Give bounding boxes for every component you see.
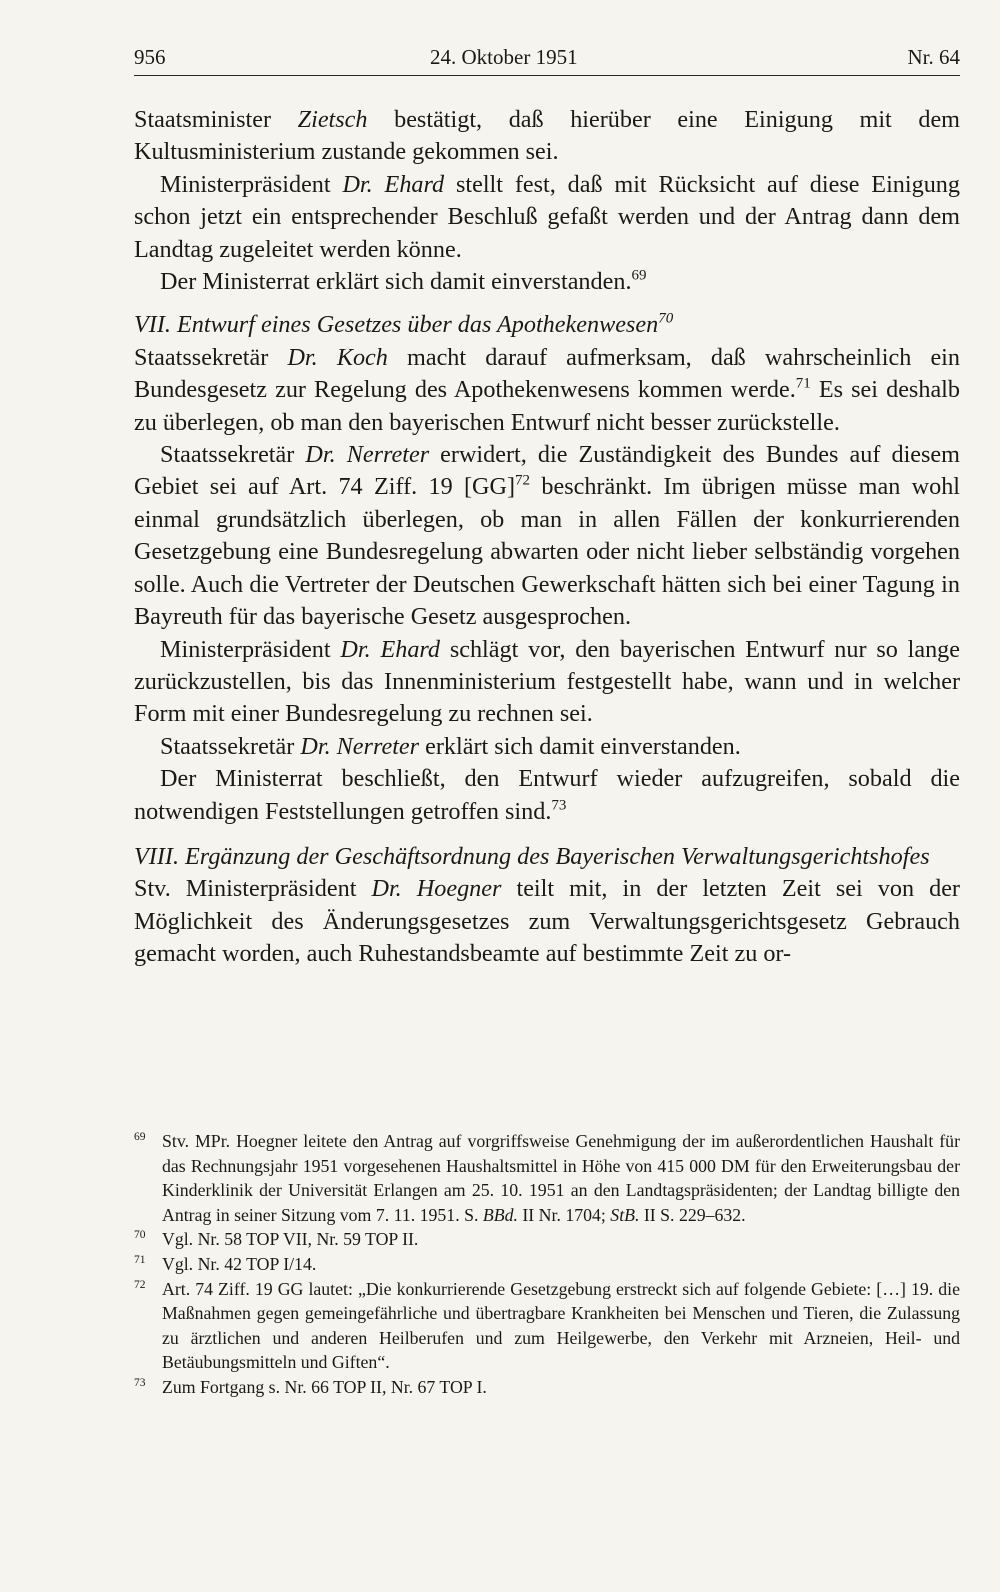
footnote-72 bbox=[134, 1277, 960, 1375]
speaker-name: Zietsch bbox=[297, 106, 368, 133]
speaker-name: Dr. Nerreter bbox=[300, 732, 420, 760]
footnote-ref: 69 bbox=[631, 267, 647, 284]
text-run: beschränkt. Im übrigen müsse man wohl einmal grundsätzlich überlegen, ob man in allen Fällen der konkurrierenden Gesetzgebung eine Bundesregelung abwarten oder nicht lieber selbständig vorgehen solle. Auch die Vertreter der Deutschen Gewerkschaft hätten sich bei einer Tagung in Bayreuth für das bayerische Gesetz ausgesprochen. bbox=[134, 473, 961, 631]
heading-text: VII. Entwurf eines Gesetzes über das Apothekenwesen bbox=[134, 311, 659, 339]
header-issue-number: Nr. 64 bbox=[907, 45, 960, 69]
text-run: Stv. MPr. Hoegner leitete den Antrag auf vorgriffsweise Genehmigung der im außerordentlichen Haushalt für das Rechnungsjahr 1951 vorgesehenen Haushaltsmittel in Höhe von 415 000 DM für den Erweiterungsbau der Kinderklinik der Universität Erlangen am 25. 10. 1951 an den Landtagspräsidenten; der Landtag billigte den Antrag in seiner Sitzung vom 7. 11. 1951. S. bbox=[162, 1131, 960, 1225]
footnote-number: 69 bbox=[134, 1131, 146, 1143]
footnote-text: Vgl. Nr. 58 TOP VII, Nr. 59 TOP II. bbox=[162, 1229, 419, 1250]
footnote-number: 71 bbox=[134, 1253, 146, 1266]
header-date: 24. Oktober 1951 bbox=[430, 45, 578, 69]
speaker-name: Dr. Ehard bbox=[342, 170, 445, 198]
footnote-number: 70 bbox=[134, 1229, 146, 1242]
speaker-name: Dr. Ehard bbox=[340, 635, 441, 663]
page-number: 956 bbox=[134, 45, 166, 69]
footnote-text: Zum Fortgang s. Nr. 66 TOP II, Nr. 67 TOP I. bbox=[162, 1376, 487, 1397]
text-run: II Nr. 1704; bbox=[517, 1204, 611, 1225]
footnote-73 bbox=[134, 1375, 960, 1400]
text-run: Staatssekretär bbox=[134, 343, 288, 371]
text-run: erwidert, die Zuständigkeit des Bundes auf diesem Gebiet sei auf Art. 74 Ziff. 19 [GG] bbox=[134, 441, 960, 501]
footnote-ref: 70 bbox=[658, 311, 674, 328]
text-run: Der Ministerrat erklärt sich damit einverstanden. bbox=[160, 268, 632, 296]
paragraph bbox=[134, 342, 960, 439]
footnote-ref: 72 bbox=[515, 473, 531, 490]
footnote-70 bbox=[134, 1227, 960, 1252]
footnote-69 bbox=[134, 1129, 960, 1227]
header-rule bbox=[134, 75, 960, 76]
text-run: teilt mit, in der letzten Zeit sei von der Möglichkeit des Änderungsgesetzes zum Verwaltungsgerichtsgesetz Gebrauch gemacht worden, auch Ruhestandsbeamte auf bestimmte Zeit zu or- bbox=[134, 875, 960, 968]
paragraph bbox=[134, 266, 960, 298]
footnote-71 bbox=[134, 1252, 960, 1277]
section-heading-vii bbox=[134, 309, 960, 341]
paragraph bbox=[134, 634, 960, 731]
paragraph bbox=[134, 439, 960, 633]
text-run: Ministerpräsident bbox=[160, 635, 341, 663]
main-text bbox=[134, 104, 960, 971]
footnote-number: 72 bbox=[134, 1278, 146, 1291]
footnote-text: Art. 74 Ziff. 19 GG lautet: „Die konkurrierende Gesetzgebung erstreckt sich auf folgende Gebiete: […] 19. die Maßnahmen gegen gemeingefährliche und übertragbare Krankheiten bei Menschen und Tieren, die Zulassung zu ärztlichen und anderen Heilberufen und zum Heilgewerbe, den Verkehr mit Arzneien, Heil- und Betäubungsmitteln und Giften“. bbox=[162, 1278, 960, 1373]
heading-text: VIII. Ergänzung der Geschäftsordnung des Bayerischen Verwaltungsgerichtshofes bbox=[134, 842, 930, 870]
text-run: Stv. Ministerpräsident bbox=[134, 875, 372, 903]
speaker-name: Dr. Hoegner bbox=[371, 875, 502, 903]
text-run: Ministerpräsident bbox=[160, 170, 343, 198]
text-run: Es sei deshalb zu überlegen, ob man den bayerischen Entwurf nicht besser zurückstelle. bbox=[134, 376, 960, 436]
paragraph bbox=[134, 169, 960, 266]
source-abbrev: BBd. bbox=[482, 1204, 518, 1225]
paragraph bbox=[134, 873, 960, 970]
paragraph bbox=[134, 763, 960, 828]
paragraph bbox=[134, 731, 960, 763]
footnote-ref: 73 bbox=[551, 797, 567, 814]
source-abbrev: StB. bbox=[610, 1204, 640, 1225]
footnote-text bbox=[162, 1129, 960, 1227]
text-run: II S. 229–632. bbox=[639, 1204, 746, 1225]
speaker-name: Dr. Nerreter bbox=[305, 441, 430, 469]
text-run: stellt fest, daß mit Rücksicht auf diese Einigung schon jetzt ein entsprechender Beschluß gefaßt werden und der Antrag dann dem Landtag zugeleitet werden könne. bbox=[134, 170, 960, 263]
text-run: Staatssekretär bbox=[160, 441, 306, 469]
text-run: erklärt sich damit einverstanden. bbox=[419, 732, 741, 760]
footnote-number: 73 bbox=[134, 1376, 146, 1389]
running-header bbox=[134, 44, 960, 70]
text-run: macht darauf aufmerksam, daß wahrscheinlich ein Bundesgesetz zur Regelung des Apothekenwesens kommen werde. bbox=[134, 343, 960, 404]
footnote-text: Vgl. Nr. 42 TOP I/14. bbox=[162, 1253, 317, 1274]
text-run: Staatssekretär bbox=[160, 732, 301, 760]
footnote-ref: 71 bbox=[795, 375, 811, 392]
speaker-name: Dr. Koch bbox=[287, 343, 388, 371]
text-run: Staatsminister bbox=[134, 106, 298, 133]
text-run: schlägt vor, den bayerischen Entwurf nur so lange zurückzustellen, bis das Innenministerium festgestellt habe, wann und in welcher Form mit einer Bundesregelung zu rechnen sei. bbox=[134, 635, 960, 728]
footnotes bbox=[134, 1129, 960, 1400]
paragraph bbox=[134, 104, 960, 169]
text-run: Der Ministerrat beschließt, den Entwurf wieder aufzugreifen, sobald die notwendigen Feststellungen getroffen sind. bbox=[134, 765, 960, 825]
section-heading-viii bbox=[134, 841, 960, 873]
text-run: bestätigt, daß hierüber eine Einigung mit dem Kultusministerium zustande gekommen sei. bbox=[134, 106, 960, 166]
